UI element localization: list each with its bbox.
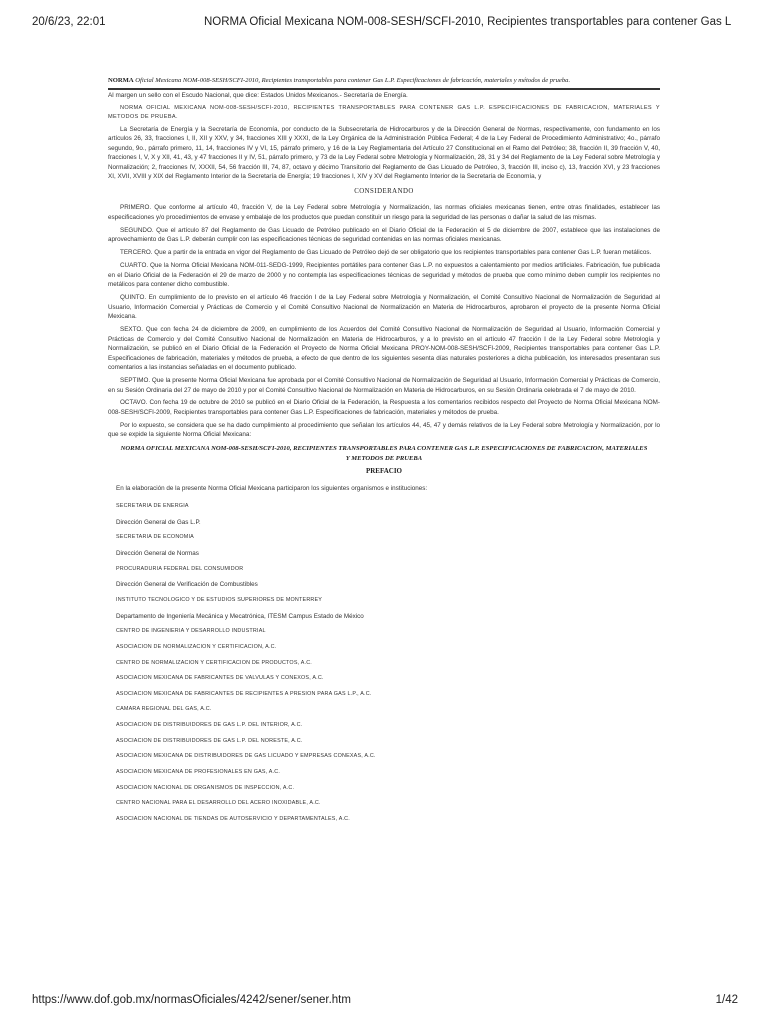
- institution-item: ASOCIACION MEXICANA DE DISTRIBUIDORES DE GAS LICUADO Y EMPRESAS CONEXAS, A.C.: [116, 753, 376, 760]
- considerando-paragraph: SEXTO. Que con fecha 24 de diciembre de 2009, en cumplimiento de los Acuerdos del Comité Consultivo Nacional de Normalización de Seguridad al Usuario, Información Comercial y Prácticas de Comercio y del Comité Consultivo Nacional de Normalización en Materia de Hidrocarburos, y a lo previsto en el artículo 47 fracción I de la Ley Federal sobre Metrología y Normalización, se publicó en el Diario Oficial de la Federación el Proyecto de Norma Oficial Mexicana PROY-NOM-008-SESH/SCFI-2009, Recipientes transportables para contener Gas L.P. Especificaciones de fabricación, materiales y métodos de prueba, a efecto de que dentro de los siguientes sesenta días naturales posteriores a dicha publicación, los interesados presentaran sus comentarios a las instancias señaladas en el documento publicado.: [108, 325, 660, 372]
- intro-paragraph: La Secretaría de Energía y la Secretaría de Economía, por conducto de la Subsecretaría de Hidrocarburos y de la Dirección General de Normas, respectivamente, con fundamento en los artículos 26, 33, fracciones I, II, XII y XXV, y 34, fracciones XIII y XXXI, de la Ley Orgánica de la Administración Pública Federal; 4 de la Ley Federal de Procedimiento Administrativo; 4o., párrafo segundo, 9o., párrafo primero, 11, 14, fracciones IV y VI, 15, párrafo primero, y 16 de la Ley Reglamentaria del Artículo 27 Constitucional en el Ramo del Petróleo; 38, fracción II, 39 fracción V, 40, fracciones I, V, X y XII, 41, 43, y 47 fracciones II y IV, 51, párrafo primero, y 73 de la Ley Federal sobre Metrología y Normalización, 28, 31 y 34 del Reglamento de la Ley Federal sobre Metrología y Normalización; 2, fracciones IV, XXXII, 54, 56 fracción III, 74, 87, octavo y décimo Transitorio del Reglamento de Gas Licuado de Petróleo, 3, fracción III, inciso c), 13, fracción XVI, y 23 fracciones XI, XVII, XVIII y XIX del Reglamento Interior de la Secretaría de Energía; 19 fracciones I, XIV y XV del Reglamento Interior de la Secretaría de Economía, y: [108, 125, 660, 181]
- considerando-paragraph: SEPTIMO. Que la presente Norma Oficial Mexicana fue aprobada por el Comité Consultivo Nacional de Normalización de Seguridad al Usuario, Información Comercial y Prácticas de Comercio, en su Sesión Ordinaria del 27 de mayo de 2010 y por el Comité Consultivo Nacional de Normalización en Materia de Hidrocarburos, en su Sesión Ordinaria celebrada el 7 de mayo de 2010.: [108, 377, 660, 394]
- print-header: [0, 0, 768, 44]
- document-title-rest: Oficial Mexicana NOM-008-SESH/SCFI-2010, Recipientes transportables para contener Gas L.P. Especificaciones de fabricación, materiales y métodos de prueba.: [133, 77, 571, 84]
- institution-item: CENTRO NACIONAL PARA EL DESARROLLO DEL ACERO INOXIDABLE, A.C.: [116, 800, 321, 807]
- institution-item: Dirección General de Gas L.P.: [116, 518, 201, 526]
- prefacio-heading: PREFACIO: [365, 467, 403, 476]
- print-footer: [0, 990, 768, 1024]
- institution-item: Dirección General de Normas: [116, 550, 199, 558]
- print-url: https://www.dof.gob.mx/normasOficiales/4242/sener/sener.htm: [32, 994, 351, 1006]
- institution-item: CENTRO DE INGENIERIA Y DESARROLLO INDUSTRIAL: [116, 628, 266, 635]
- document-title-lead: NORMA: [108, 77, 134, 84]
- institution-item: Departamento de Ingeniería Mecánica y Mecatrónica, ITESM Campus Estado de México: [116, 612, 364, 620]
- considerando-paragraph: OCTAVO. Con fecha 19 de octubre de 2010 se publicó en el Diario Oficial de la Federación, la Respuesta a los comentarios recibidos respecto del Proyecto de Norma Oficial Mexicana NOM-008-SESH/SCFI-2009, Recipientes transportables para contener Gas L.P. Especificaciones de fabricación, materiales y métodos de prueba.: [108, 399, 660, 417]
- print-date: 20/6/23, 22:01: [32, 16, 106, 28]
- institution-item: ASOCIACION DE NORMALIZACION Y CERTIFICACION, A.C.: [116, 643, 277, 650]
- caps-title: NORMA OFICIAL MEXICANA NOM-008-SESH/SCFI-2010, RECIPIENTES TRANSPORTABLES PARA CONTENER GAS L.P. ESPECIFICACIONES DE FABRICACION, MATERIALES Y METODOS DE PRUEBA.: [108, 105, 660, 120]
- considerando-paragraph: SEGUNDO. Que el artículo 87 del Reglamento de Gas Licuado de Petróleo publicado en el Diario Oficial de la Federación el 5 de diciembre de 2007, establece que las instalaciones de aprovechamiento de Gas L.P. deberán cumplir con las especificaciones técnicas de seguridad contenidas en las normas oficiales mexicanas.: [108, 226, 660, 244]
- prefacio-intro: En la elaboración de la presente Norma Oficial Mexicana participaron los siguientes organismos e instituciones:: [116, 485, 428, 493]
- institution-item: SECRETARIA DE ECONOMIA: [116, 534, 194, 541]
- institution-list: [108, 499, 660, 827]
- considerando-paragraph: TERCERO. Que a partir de la entrada en vigor del Reglamento de Gas Licuado de Petróleo dejó de ser obligatorio que los recipientes transportables para contener Gas L.P. fueran metálicos.: [120, 249, 652, 257]
- institution-item: ASOCIACION MEXICANA DE FABRICANTES DE VALVULAS Y CONEXOS, A.C.: [116, 675, 324, 682]
- page-number: 1/42: [715, 994, 738, 1006]
- institution-item: CAMARA REGIONAL DEL GAS, A.C.: [116, 706, 212, 713]
- institution-item: CENTRO DE NORMALIZACION Y CERTIFICACION DE PRODUCTOS, A.C.: [116, 659, 313, 666]
- institution-item: ASOCIACION NACIONAL DE TIENDAS DE AUTOSERVICIO Y DEPARTAMENTALES, A.C.: [116, 815, 350, 822]
- document-body: [108, 76, 660, 828]
- institution-item: ASOCIACION NACIONAL DE ORGANISMOS DE INSPECCION, A.C.: [116, 784, 295, 791]
- institution-item: SECRETARIA DE ENERGIA: [116, 503, 189, 510]
- considerando-paragraph: CUARTO. Que la Norma Oficial Mexicana NOM-011-SEDG-1999, Recipientes portátiles para contener Gas L.P. no expuestos a calentamiento por medios artificiales. Fabricación, fue publicada en el Diario Oficial de la Federación el 29 de marzo de 2000 y no contempla las especificaciones técnicas de seguridad y métodos de prueba que como mínimo deben cumplir los recipientes no metálicos para contener dicho combustible.: [108, 261, 660, 289]
- document-title: [108, 76, 660, 90]
- institution-item: Dirección General de Verificación de Combustibles: [116, 581, 258, 589]
- considerando-paragraph: Por lo expuesto, se considera que se ha dado cumplimiento al procedimiento que señalan los artículos 44, 45, 47 y demás relativos de la Ley Federal sobre Metrología y Normalización, por lo que se expide la siguiente Norma Oficial Mexicana:: [108, 421, 660, 439]
- institution-item: ASOCIACION DE DISTRIBUIDORES DE GAS L.P. DEL NORESTE, A.C.: [116, 737, 303, 744]
- seal-line: Al margen un sello con el Escudo Nacional, que dice: Estados Unidos Mexicanos.- Secretaría de Energía.: [108, 91, 408, 99]
- institution-item: PROCURADURIA FEDERAL DEL CONSUMIDOR: [116, 565, 244, 572]
- considerando-paragraph: PRIMERO. Que conforme al artículo 40, fracción V, de la Ley Federal sobre Metrología y Normalización, las normas oficiales mexicanas tienen, entre otras finalidades, establecer las especificaciones y/o procedimientos de envase y embalaje de los productos que puedan constituir un riesgo para la seguridad de las personas o dañar la salud de las mismas.: [108, 204, 660, 221]
- considerando-paragraph: QUINTO. En cumplimiento de lo previsto en el artículo 46 fracción I de la Ley Federal sobre Metrología y Normalización, el Comité Consultivo Nacional de Normalización de Seguridad al Usuario, Información Comercial y Prácticas de Comercio y el Comité Consultivo Nacional de Normalización en Materia de Hidrocarburos, aprobaron el proyecto de la presente Norma Oficial Mexicana.: [108, 293, 660, 321]
- institution-item: ASOCIACION MEXICANA DE PROFESIONALES EN GAS, A.C.: [116, 768, 281, 775]
- print-title: NORMA Oficial Mexicana NOM-008-SESH/SCFI-2010, Recipientes transportables para contener Gas L: [204, 16, 732, 28]
- institution-item: ASOCIACION DE DISTRIBUIDORES DE GAS L.P. DEL INTERIOR, A.C.: [116, 722, 303, 729]
- institution-item: ASOCIACION MEXICANA DE FABRICANTES DE RECIPIENTES A PRESION PARA GAS L.P., A.C.: [116, 690, 372, 697]
- institution-item: INSTITUTO TECNOLOGICO Y DE ESTUDIOS SUPERIORES DE MONTERREY: [116, 596, 323, 603]
- norm-title: NORMA OFICIAL MEXICANA NOM-008-SESH/SCFI-2010, RECIPIENTES TRANSPORTABLES PARA CONTENER GAS L.P. ESPECIFICACIONES DE FABRICACION, MATERIALES Y METODOS DE PRUEBA: [120, 445, 648, 463]
- considerando-heading: CONSIDERANDO: [354, 187, 414, 195]
